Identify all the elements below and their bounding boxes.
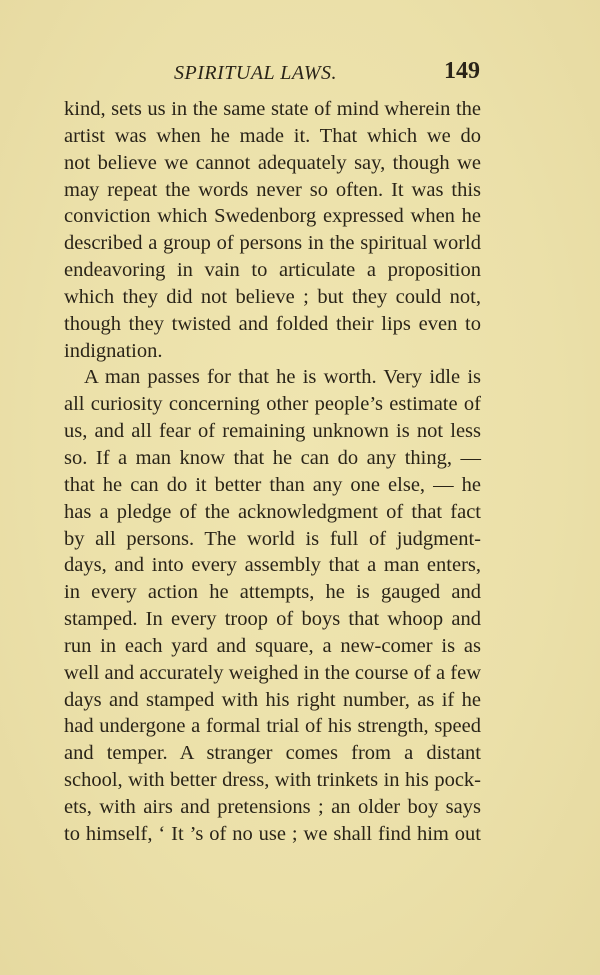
text-line: that he can do it better than any one else, — he bbox=[64, 473, 481, 496]
text-line: in every action he attempts, he is gauged and bbox=[64, 581, 481, 604]
text-line: all curiosity concerning other people’s estimate of bbox=[64, 393, 481, 416]
body-text bbox=[64, 96, 481, 848]
text-line: and temper. A stranger comes from a distant bbox=[64, 742, 481, 765]
running-title: SPIRITUAL LAWS. bbox=[174, 62, 338, 84]
text-line: us, and all fear of remaining unknown is not less bbox=[64, 420, 481, 443]
text-line: ets, with airs and pretensions ; an older boy says bbox=[64, 795, 481, 818]
running-head bbox=[60, 58, 480, 88]
text-line: which they did not believe ; but they could not, bbox=[64, 285, 481, 308]
text-line: by all persons. The world is full of judgment- bbox=[64, 527, 481, 550]
text-line: has a pledge of the acknowledgment of that fact bbox=[64, 500, 481, 523]
text-line: kind, sets us in the same state of mind wherein the bbox=[64, 98, 481, 120]
text-line: A man passes for that he is worth. Very idle is bbox=[84, 366, 481, 389]
text-line: though they twisted and folded their lips even to bbox=[64, 312, 481, 335]
text-line: endeavoring in vain to articulate a proposition bbox=[64, 259, 481, 282]
text-line: so. If a man know that he can do any thing, — bbox=[64, 446, 481, 469]
text-line: described a group of persons in the spiritual world bbox=[64, 232, 481, 255]
text-line: school, with better dress, with trinkets in his pock- bbox=[64, 769, 481, 792]
text-line: artist was when he made it. That which we do bbox=[64, 124, 481, 147]
text-line: conviction which Swedenborg expressed when he bbox=[64, 205, 481, 228]
text-line: indignation. bbox=[64, 339, 163, 362]
text-line: may repeat the words never so often. It was this bbox=[64, 178, 481, 201]
text-line: stamped. In every troop of boys that whoop and bbox=[64, 608, 481, 631]
text-line: had undergone a formal trial of his strength, speed bbox=[64, 715, 481, 738]
paragraph-2 bbox=[64, 364, 481, 847]
paragraph-1 bbox=[64, 96, 481, 364]
text-line: run in each yard and square, a new-comer is as bbox=[64, 634, 481, 657]
text-line: days and stamped with his right number, as if he bbox=[64, 688, 481, 711]
text-line: to himself, ‘ It ’s of no use ; we shall find him out bbox=[64, 822, 481, 845]
text-line: days, and into every assembly that a man enters, bbox=[64, 554, 481, 577]
text-line: well and accurately weighed in the course of a few bbox=[64, 661, 481, 684]
page-number: 149 bbox=[444, 58, 480, 84]
text-line: not believe we cannot adequately say, though we bbox=[64, 151, 481, 174]
